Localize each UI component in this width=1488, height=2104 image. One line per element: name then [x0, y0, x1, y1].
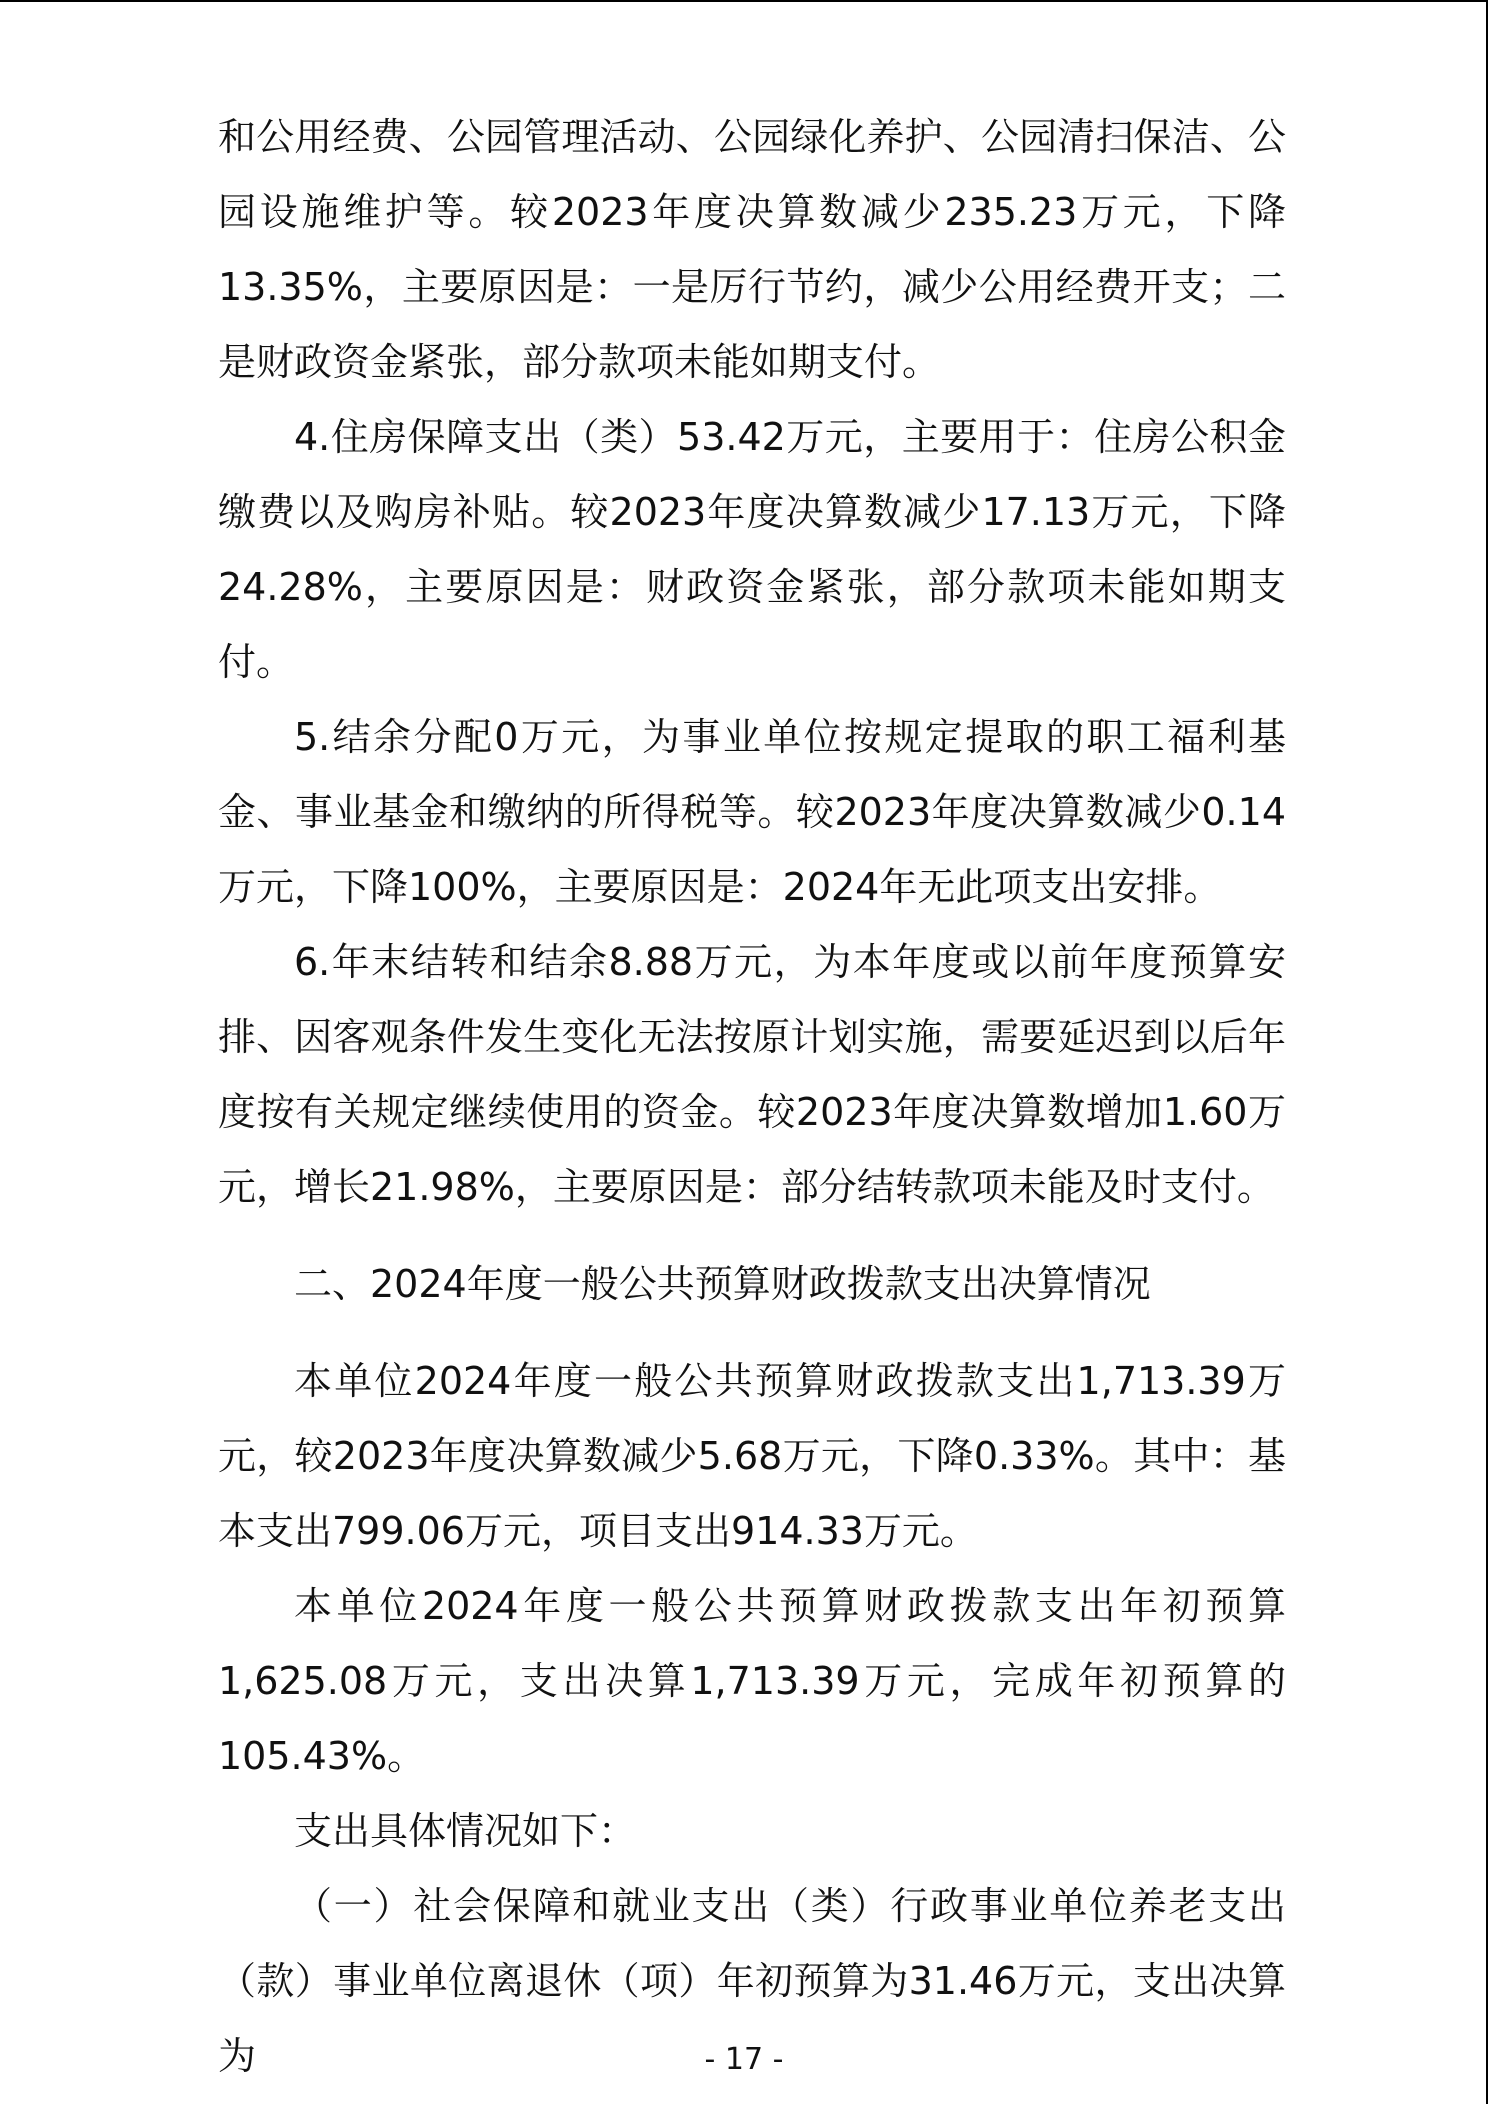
paragraph-housing-expenditure: 4.住房保障支出（类）53.42万元，主要用于：住房公积金缴费以及购房补贴。较2023年度决算数减少17.13万元，下降24.28%，主要原因是：财政资金紧张，部分款项未能如期支付。 [218, 415, 1286, 684]
paragraph-details-intro: 支出具体情况如下： [294, 1809, 637, 1853]
section-heading: 二、2024年度一般公共预算财政拨款支出决算情况 [294, 1262, 1151, 1306]
page-number: - 17 - [704, 2042, 784, 2077]
paragraph-continuation: 和公用经费、公园管理活动、公园绿化养护、公园清扫保洁、公园设施维护等。较2023年度决算数减少235.23万元，下降13.35%，主要原因是：一是厉行节约，减少公用经费开支；二是财政资金紧张，部分款项未能如期支付。 [218, 115, 1286, 384]
paragraph-general-budget-total: 本单位2024年度一般公共预算财政拨款支出1,713.39万元，较2023年度决算数减少5.68万元，下降0.33%。其中：基本支出799.06万元，项目支出914.33万元。 [218, 1359, 1286, 1553]
paragraph-surplus-distribution: 5.结余分配0万元，为事业单位按规定提取的职工福利基金、事业基金和缴纳的所得税等。较2023年度决算数减少0.14万元，下降100%，主要原因是：2024年无此项支出安排。 [218, 715, 1286, 909]
paragraph-year-end-carryover: 6.年末结转和结余8.88万元，为本年度或以前年度预算安排、因客观条件发生变化无法按原计划实施，需要延迟到以后年度按有关规定继续使用的资金。较2023年度决算数增加1.60万元，增长21.98%，主要原因是：部分结转款项未能及时支付。 [218, 940, 1286, 1209]
paragraph-budget-completion: 本单位2024年度一般公共预算财政拨款支出年初预算1,625.08万元，支出决算1,713.39万元，完成年初预算的105.43%。 [218, 1584, 1286, 1778]
document-body [218, 100, 1286, 2094]
paragraph-social-security: （一）社会保障和就业支出（类）行政事业单位养老支出（款）事业单位离退休（项）年初预算为31.46万元，支出决算为 [218, 1884, 1286, 2078]
